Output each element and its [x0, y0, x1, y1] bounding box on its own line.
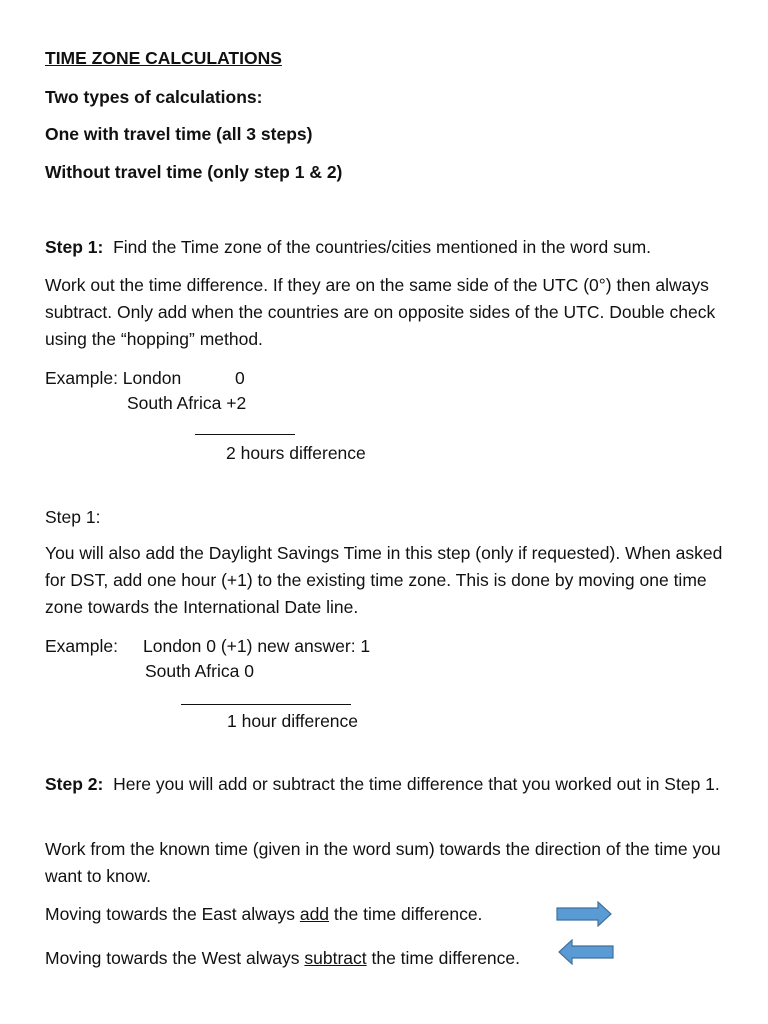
step1-example-south-africa: South Africa +2: [127, 393, 247, 413]
step1-example-result: 2 hours difference: [226, 443, 366, 463]
step1-example-london-value: 0: [235, 368, 245, 388]
calc-type-with-travel: One with travel time (all 3 steps): [45, 124, 313, 144]
west-rule-line: [45, 945, 520, 972]
calc-types-heading: Two types of calculations:: [45, 87, 263, 107]
west-rule-prefix: Moving towards the West always: [45, 948, 305, 968]
east-rule-keyword: add: [299, 904, 330, 924]
east-rule-suffix: the time difference.: [329, 904, 483, 924]
step1b-example-result: 1 hour difference: [227, 711, 359, 731]
step1b-example-sum-rule: [181, 704, 351, 705]
east-rule-line: [45, 901, 482, 928]
document-title: TIME ZONE CALCULATIONS: [45, 48, 282, 68]
step1-intro: Find the Time zone of the countries/cities mentioned in the word sum.: [113, 237, 652, 257]
west-rule-keyword: subtract: [304, 948, 367, 968]
step1-example-sum-rule: [195, 434, 295, 435]
arrow-right-icon: [556, 901, 612, 927]
step1b-example-label: Example:: [45, 636, 118, 656]
step1-intro-line: [45, 234, 651, 261]
step1-example-label: Example: London: [45, 368, 182, 388]
step2-text: Here you will add or subtract the time difference that you worked out in Step 1.: [113, 774, 720, 794]
step2-paragraph-2: Work from the known time (given in the word sum) towards the direction of the time you want to know.: [45, 839, 721, 886]
step1b-label: Step 1:: [45, 507, 101, 527]
step2-paragraph-1: [45, 771, 735, 798]
step1b-paragraph: You will also add the Daylight Savings Time in this step (only if requested). When asked for DST, add one hour (+1) to the existing time zone. This is done by moving one time zone towards the International Date line.: [45, 543, 723, 617]
step1-paragraph: Work out the time difference. If they are on the same side of the UTC (0°) then always subtract. Only add when the countries are on opposite sides of the UTC. Double check using the “hopping” method.: [45, 275, 716, 349]
west-rule-suffix: the time difference.: [366, 948, 520, 968]
step1-label: Step 1:: [45, 237, 104, 257]
step1b-example-south-africa: South Africa 0: [145, 661, 254, 681]
step2-label: Step 2:: [45, 774, 104, 794]
calc-type-without-travel: Without travel time (only step 1 & 2): [45, 162, 343, 182]
arrow-left-icon: [558, 939, 614, 965]
east-rule-prefix: Moving towards the East always: [45, 904, 300, 924]
step1b-example-london: London 0 (+1) new answer: 1: [143, 636, 371, 656]
